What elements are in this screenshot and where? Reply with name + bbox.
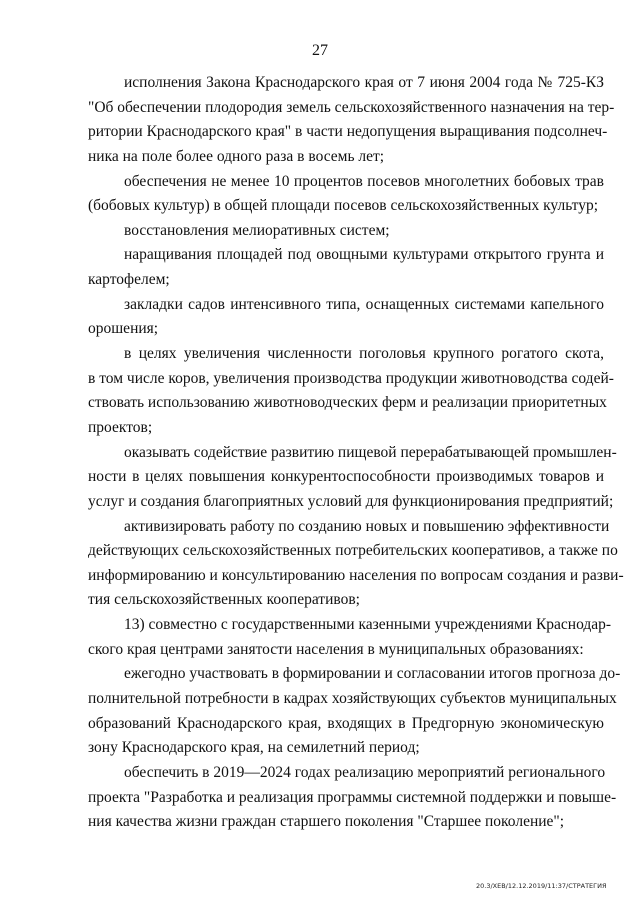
document-body	[88, 71, 624, 835]
text-line: 13) совместно с государственными казенными учреждениями Краснодар-	[124, 616, 612, 634]
text-line: исполнения Закона Краснодарского края от 7 июня 2004 года № 725-КЗ	[124, 74, 604, 91]
text-line: полнительной потребности в кадрах хозяйствующих субъектов муниципальных	[88, 690, 617, 708]
footer-stamp: 20.3/ХЕВ/12.12.2019/11:37/СТРАТЕГИЯ	[476, 882, 607, 890]
text-line: проекта "Разработка и реализация программы системной поддержки и повыше-	[88, 788, 617, 806]
page-number: 27	[312, 42, 328, 59]
text-line: действующих сельскохозяйственных потребительских кооперативов, а также по	[88, 542, 618, 560]
text-line: (бобовых культур) в общей площади посевов сельскохозяйственных культур;	[88, 197, 599, 215]
text-line: картофелем;	[88, 271, 170, 289]
text-line: закладки садов интенсивного типа, оснащенных системами капельного	[124, 295, 604, 313]
text-line: ежегодно участвовать в формировании и согласовании итогов прогноза до-	[124, 665, 621, 683]
text-line: обеспечить в 2019—2024 годах реализацию мероприятий регионального	[124, 763, 606, 781]
text-line: активизировать работу по созданию новых и повышению эффективности	[124, 517, 610, 535]
text-line: ности в целях повышения конкурентоспособности производимых товаров и	[88, 468, 604, 486]
text-line: проектов;	[88, 418, 153, 436]
text-line: наращивания площадей под овощными культурами открытого грунта и	[124, 246, 604, 264]
text-line: в целях увеличения численности поголовья крупного рогатого скота,	[124, 345, 604, 363]
text-line: ритории Краснодарского края" в части недопущения выращивания подсолнеч-	[88, 123, 608, 141]
text-line: ния качества жизни граждан старшего поколения "Старшее поколение";	[88, 813, 565, 831]
text-line: услуг и создания благоприятных условий для функционирования предприятий;	[88, 492, 614, 510]
text-line: ского края центрами занятости населения в муниципальных образованиях:	[88, 640, 584, 658]
text-line: информированию и консультированию населения по вопросам создания и разви-	[88, 566, 624, 584]
text-line: зону Краснодарского края, на семилетний период;	[88, 739, 420, 757]
text-line: в том числе коров, увеличения производства продукции животноводства содей-	[88, 369, 614, 387]
text-line: образований Краснодарского края, входящих в Предгорную экономическую	[88, 714, 604, 732]
text-line: орошения;	[88, 320, 159, 338]
text-line: ника на поле более одного раза в восемь лет;	[88, 147, 385, 165]
text-line: тия сельскохозяйственных кооперативов;	[88, 591, 360, 609]
text-line: ствовать использованию животноводческих ферм и реализации приоритетных	[88, 394, 607, 412]
text-line: "Об обеспечении плодородия земель сельскохозяйственного назначения на тер-	[88, 98, 615, 116]
text-line: восстановления мелиоративных систем;	[124, 221, 390, 239]
text-line: оказывать содействие развитию пищевой перерабатывающей промышлен-	[124, 443, 617, 461]
text-line: обеспечения не менее 10 процентов посевов многолетних бобовых трав	[124, 172, 604, 190]
